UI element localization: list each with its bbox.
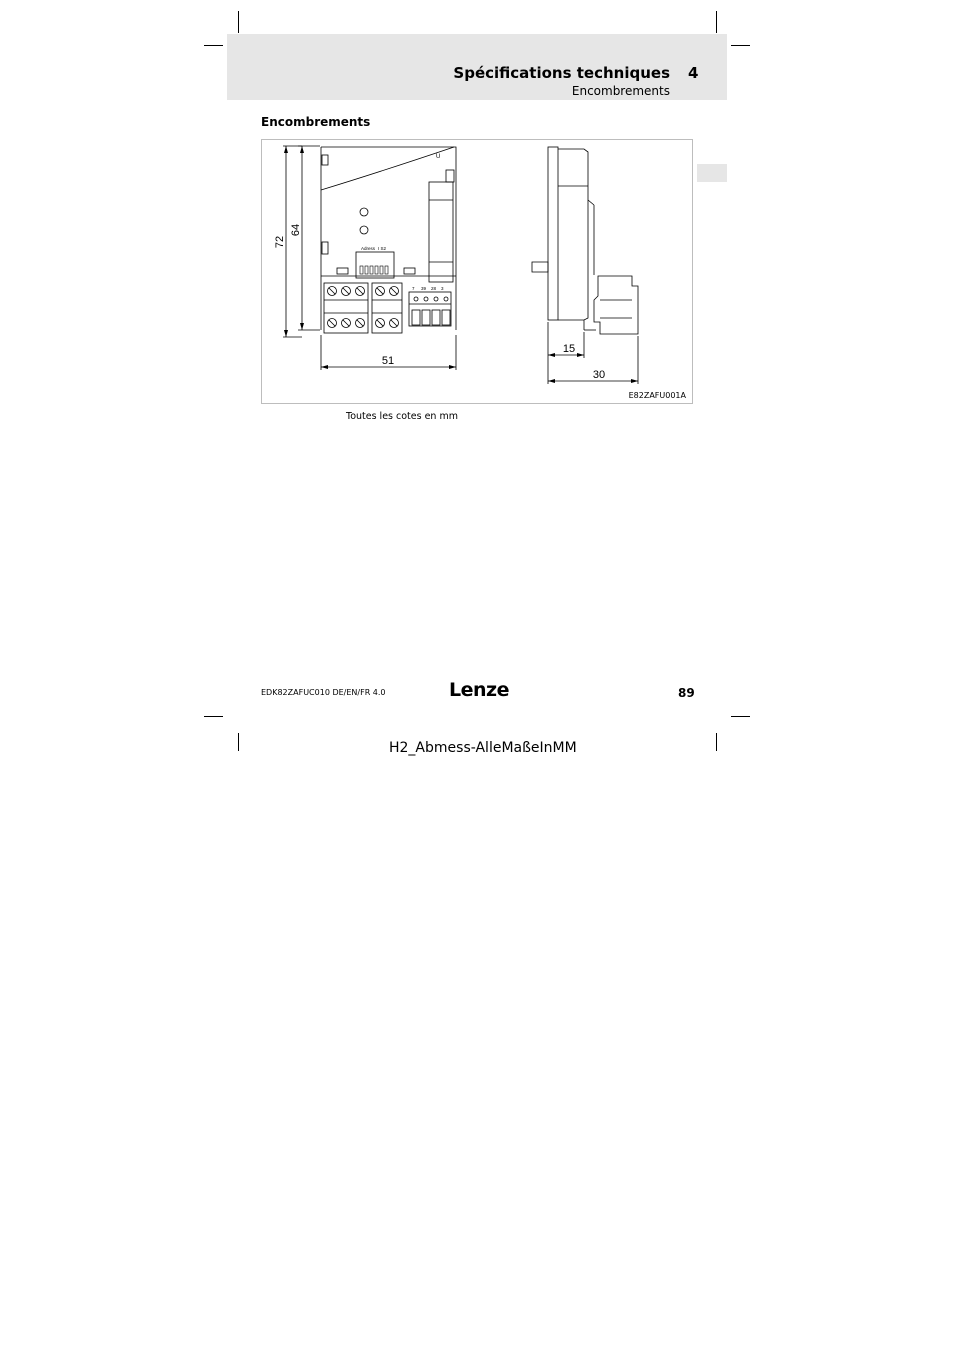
height-body-label: 64: [290, 223, 302, 237]
section-heading: Encombrements: [261, 115, 371, 129]
figure-caption: Toutes les cotes en mm: [346, 411, 458, 422]
terminal-label-28: 28: [431, 286, 437, 291]
chapter-title: Spécifications techniques: [453, 64, 670, 82]
depth-front-label: 15: [562, 343, 576, 355]
chapter-number: 4: [688, 64, 699, 82]
led-marker-label: U: [436, 154, 441, 160]
front-view: [321, 147, 456, 333]
address-label: Adress: [361, 246, 376, 251]
document-id: EDK82ZAFUC010 DE/EN/FR 4.0: [261, 688, 386, 697]
figure-id: E82ZAFU001A: [628, 391, 686, 400]
brand-logo: Lenze: [449, 679, 509, 701]
depth-total-label: 30: [592, 369, 606, 381]
side-view: [532, 147, 638, 334]
terminal-label-7: 7: [412, 286, 415, 291]
file-label: H2_Abmess-AlleMaßeInMM: [389, 740, 577, 756]
terminal-label-39: 39: [421, 286, 427, 291]
page-number: 89: [678, 686, 695, 700]
terminal-label-3: 3: [441, 286, 444, 291]
height-dimension-lines: [283, 146, 320, 337]
width-label: 51: [381, 355, 395, 367]
chapter-subtitle: Encombrements: [571, 84, 670, 98]
address-suffix-label: I S2: [378, 246, 387, 251]
height-total-label: 72: [274, 235, 286, 249]
